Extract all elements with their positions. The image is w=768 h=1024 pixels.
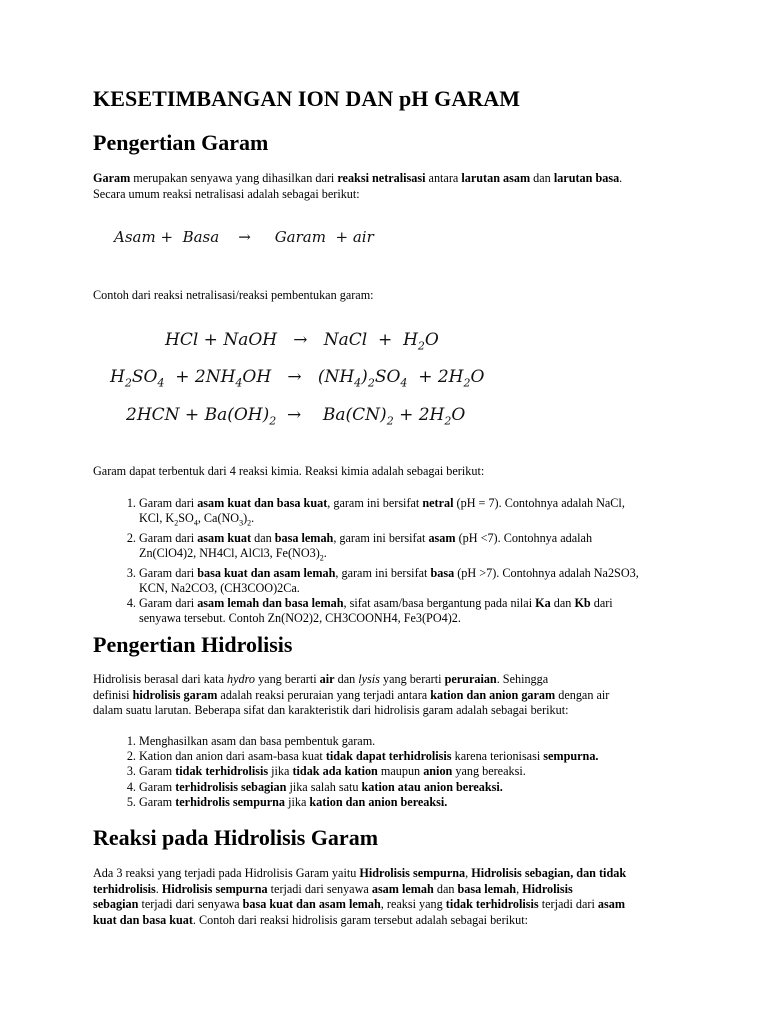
equation-term: O [470, 367, 485, 387]
paragraph-contoh-reaksi: Contoh dari reaksi netralisasi/reaksi pembentukan garam: [93, 288, 374, 302]
heading-reaksi-hidrolisis: Reaksi pada Hidrolisis Garam [93, 825, 379, 850]
equation-term: O [451, 405, 466, 425]
equation-term: + 2H [393, 405, 445, 425]
list-item: 1. Menghasilkan asam dan basa pembentuk garam. [139, 734, 749, 749]
document-title: KESETIMBANGAN ION DAN pH GARAM [93, 86, 521, 111]
equation-hcn-baoh2 [126, 405, 465, 427]
list-sifat-hidrolisis [93, 734, 749, 810]
equation-subscript: 2 [463, 376, 471, 390]
paragraph-empat-reaksi: Garam dapat terbentuk dari 4 reaksi kimia. Reaksi kimia adalah sebagai berikut: [93, 464, 485, 478]
equation-term: 2HCN + Ba(OH) [126, 405, 270, 425]
list-item: 4. Garam terhidrolisis sebagian jika salah satu kation atau anion bereaksi. [139, 780, 749, 795]
equation-term: + 2H [407, 367, 464, 387]
equation-subscript: 4 [354, 376, 362, 390]
list-item: 4. Garam dari asam lemah dan basa lemah, sifat asam/basa bergantung pada nilai Ka dan Kb dari senyawa tersebut. Contoh Zn(NO2)2, CH3COONH4, Fe3(PO4)2. [139, 596, 749, 626]
list-item: 3. Garam dari basa kuat dan asam lemah, garam ini bersifat basa (pH >7). Contohnya adalah Na2SO3, KCN, Na2CO3, (CH3COO)2Ca. [139, 566, 749, 596]
equation-subscript: 2 [367, 376, 375, 390]
equation-term: ) [361, 367, 368, 387]
equation-term: SO [131, 367, 158, 387]
list-item: 2. Garam dari asam kuat dan basa lemah, garam ini bersifat asam (pH <7). Contohnya adalah Zn(ClO4)2, NH4Cl, AlCl3, $Fe(NO3)_2$. [139, 531, 749, 566]
equation-hcl-naoh: HCl + NaOH → NaCl + $H_2O$ [165, 330, 439, 353]
equation-subscript: 4 [235, 376, 243, 390]
list-item: 2. Kation dan anion dari asam-basa kuat tidak dapat terhidrolisis karena terionisasi sempurna. [139, 749, 749, 764]
paragraph-reaksi-hidrolisis: Ada 3 reaksi yang terjadi pada Hidrolisis Garam yaitu Hidrolisis sempurna, Hidrolisis sebagian, dan tidak terhidrolisis. Hidrolisis sempurna terjadi dari senyawa asam lemah dan basa lemah, Hidrolisis sebagian terjadi dari senyawa basa kuat dan asam lemah, reaksi yang tidak terhidrolisis terjadi dari asam kuat dan basa kuat. Contoh dari reaksi hidrolisis garam tersebut adalah sebagai berikut: [93, 866, 627, 927]
equation-term: + 2NH [164, 367, 236, 387]
paragraph-hidrolisis-definition: Hidrolisis berasal dari kata hydro yang berarti air dan lysis yang berarti peruraian. Sehingga definisi hidrolisis garam adalah reaksi peruraian yang terjadi antara kation dan anion garam dengan air dalam suatu larutan. Beberapa sifat dan karakteristik dari hidrolisis garam adalah sebagai berikut: [93, 672, 610, 717]
equation-term: OH → (NH [242, 367, 355, 387]
list-item: 1. Garam dari asam kuat dan basa kuat, garam ini bersifat netral (pH = 7). Contohnya adalah NaCl, KCl, $K_2SO_4$, $Ca(NO_3)_2$. [139, 496, 749, 531]
equation-term: SO [374, 367, 401, 387]
equation-subscript: 4 [157, 376, 165, 390]
list-item: 3. Garam tidak terhidrolisis jika tidak ada kation maupun anion yang bereaksi. [139, 764, 749, 779]
equation-subscript: 2 [444, 414, 452, 428]
equation-subscript: 4 [400, 376, 408, 390]
equation-h2so4-nh4oh [110, 367, 484, 389]
equation-subscript: 2 [386, 414, 394, 428]
heading-pengertian-garam: Pengertian Garam [93, 130, 269, 155]
paragraph-garam-definition: Garam merupakan senyawa yang dihasilkan dari reaksi netralisasi antara larutan asam dan larutan basa. Secara umum reaksi netralisasi adalah sebagai berikut: [93, 171, 623, 201]
list-jenis-garam [93, 496, 749, 627]
list-item: 5. Garam terhidrolis sempurna jika kation dan anion bereaksi. [139, 795, 749, 810]
general-neutralization-equation: Asam + Basa → Garam + air [114, 228, 374, 246]
equation-subscript: 2 [269, 414, 277, 428]
equation-term: → Ba(CN) [276, 405, 387, 425]
equation-term: H [110, 367, 125, 387]
equation-subscript: 2 [124, 376, 132, 390]
heading-pengertian-hidrolisis: Pengertian Hidrolisis [93, 632, 293, 657]
